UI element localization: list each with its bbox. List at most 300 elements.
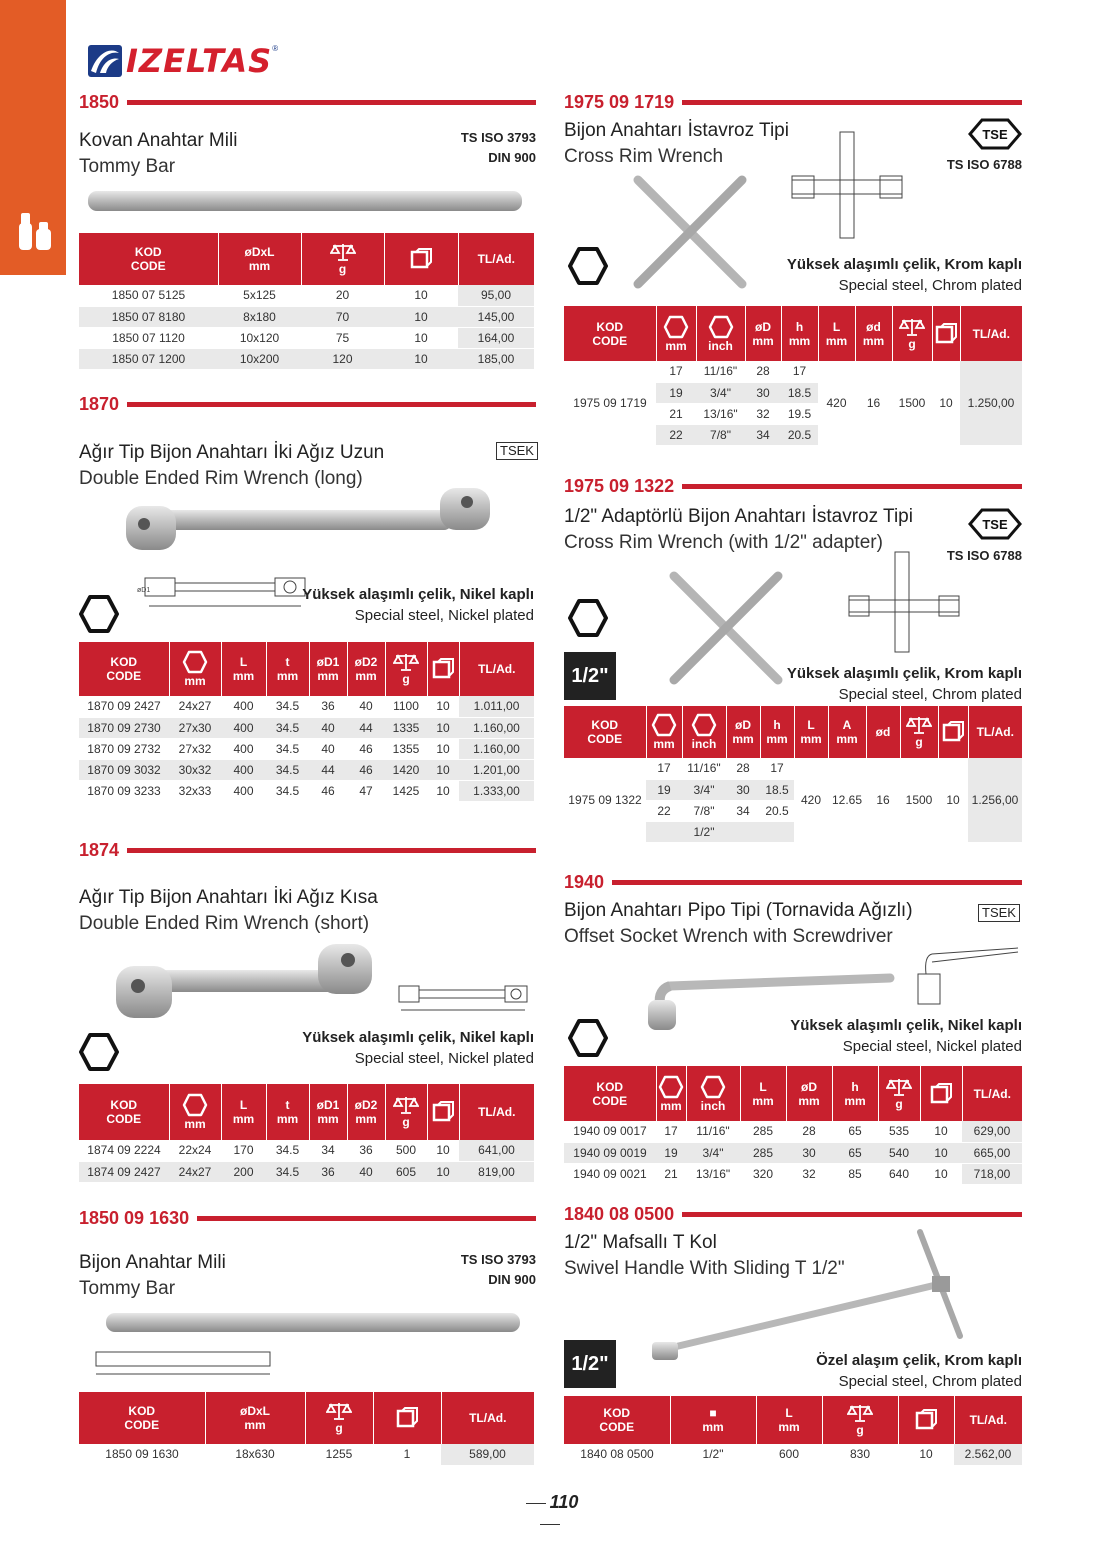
table-cell: 13/16" [696, 403, 745, 424]
table-cell: 34.5 [266, 717, 309, 738]
table-cell: 120 [301, 348, 384, 369]
table-header [221, 642, 266, 696]
section-1874-title [79, 885, 378, 937]
header-label: mm [862, 333, 885, 348]
table-cell: 34.5 [266, 696, 309, 717]
table-cell: 70 [301, 306, 384, 327]
table-cell: 34.5 [266, 1161, 309, 1182]
standard-iso: TS ISO 3793 [460, 130, 536, 145]
table-cell: 46 [347, 759, 385, 780]
header-label: g [915, 735, 923, 749]
table-cell: 1355 [385, 738, 427, 759]
header-label: mm [317, 669, 339, 683]
title-en: Tommy Bar [79, 1278, 176, 1299]
table-cell: 3/4" [686, 1142, 740, 1163]
title-en: Offset Socket Wrench with Screwdriver [564, 926, 893, 947]
table-cell: 46 [347, 738, 385, 759]
table-row [564, 758, 1022, 779]
cross-wrench-image [630, 172, 750, 292]
table-cell: 75 [301, 327, 384, 348]
section-rule [127, 402, 536, 407]
header-label: mm [248, 259, 271, 273]
table-18400500 [564, 1396, 1022, 1466]
header-label: g [402, 1115, 410, 1129]
box-icon [432, 1101, 454, 1123]
table-row [564, 361, 1022, 382]
table-row [564, 1163, 1022, 1184]
material-18400500 [780, 1350, 1022, 1392]
section-code: 1975 09 1322 [564, 475, 675, 496]
table-header [954, 1396, 1022, 1444]
half-inch-badge: 1/2" [564, 652, 616, 700]
table-header [878, 1066, 920, 1121]
table-cell: 1425 [385, 780, 427, 801]
table-cell: 1850 09 1630 [79, 1444, 205, 1465]
brand-name: IZELTAS [126, 42, 273, 80]
table-row [79, 717, 534, 738]
hex-socket-icon [568, 598, 608, 638]
header-label: mm [317, 1112, 339, 1126]
table-cell: 10 [427, 717, 459, 738]
header-label: mm [665, 338, 687, 353]
header-label: TL/Ad. [973, 1086, 1011, 1101]
table-cell: 600 [756, 1444, 822, 1465]
table-cell: 10 [384, 285, 458, 306]
header-icon [847, 1403, 873, 1423]
header-label: CODE [106, 669, 142, 683]
table-cell: 22x24 [169, 1140, 221, 1161]
table-row [79, 696, 534, 717]
section-1870-title [79, 440, 384, 492]
section-code: 1850 [79, 91, 120, 112]
standards [440, 1250, 536, 1290]
section-rule [682, 484, 1022, 489]
table-cell: 1.256,00 [968, 758, 1022, 842]
table-header [920, 1066, 962, 1121]
table-cell: 11/16" [686, 1121, 740, 1142]
section-19751322-header [564, 476, 1022, 496]
scale-icon [393, 1095, 419, 1115]
header-icon [942, 721, 964, 743]
table-cell: 7/8" [682, 800, 726, 821]
table-cell: 1.011,00 [459, 696, 534, 717]
table-header [686, 1066, 740, 1121]
table-cell: 185,00 [458, 348, 534, 369]
standard: TS ISO 6788 [946, 548, 1022, 563]
table-cell: 1870 09 2732 [79, 738, 169, 759]
header-label: mm [355, 669, 377, 683]
box-icon [396, 1407, 418, 1429]
section-1850-title [79, 128, 237, 180]
section-rule [682, 100, 1022, 105]
table-cell [726, 821, 760, 842]
category-tab [0, 0, 66, 275]
title-tr: 1/2" Mafsallı T Kol [564, 1232, 717, 1253]
table-header [960, 306, 1022, 361]
table-header [938, 706, 968, 758]
tommy-bar-image [88, 188, 523, 214]
sliding-t-handle-image [640, 1226, 970, 1366]
table-header [564, 1066, 656, 1121]
table-header [818, 306, 855, 361]
table-cell: 1850 07 5125 [79, 285, 218, 306]
header-label: CODE [587, 732, 623, 746]
table-cell: 1.201,00 [459, 759, 534, 780]
svg-text:øD1: øD1 [137, 587, 151, 594]
brand-mark-icon [88, 45, 122, 77]
table-cell: 400 [221, 717, 266, 738]
header-label: mm [778, 1420, 800, 1434]
table-cell: 8x180 [218, 306, 301, 327]
table-cell: 3/4" [682, 779, 726, 800]
header-label: TL/Ad. [969, 1413, 1007, 1427]
th-box [384, 233, 458, 285]
table-19751719 [564, 306, 1022, 446]
table-cell [646, 821, 682, 842]
title-en: Swivel Handle With Sliding T 1/2" [564, 1258, 845, 1279]
table-header [347, 642, 385, 696]
section-rule [127, 848, 536, 853]
header-label: øDxL [244, 245, 275, 259]
header-label: mm [825, 333, 848, 348]
hex-socket-icon [568, 1018, 608, 1058]
tommy-bar-long-image [106, 1310, 522, 1336]
section-code: 1940 [564, 871, 605, 892]
table-row [564, 1121, 1022, 1142]
table-cell: 420 [818, 361, 855, 445]
standard-din: DIN 900 [488, 150, 536, 165]
table-header [786, 1066, 832, 1121]
title-tr: Ağır Tip Bijon Anahtarı İki Ağız Kısa [79, 887, 378, 908]
header-label: g [402, 672, 410, 686]
header-label: mm [752, 333, 774, 348]
table-cell: 20.5 [760, 800, 794, 821]
header-icon [906, 715, 932, 735]
table-cell: 12.65 [828, 758, 866, 842]
table-cell: 11/16" [696, 361, 745, 382]
header-label: TL/Ad. [972, 326, 1010, 341]
section-1940-header [564, 872, 1022, 892]
material-tr: Özel alaşım çelik, Krom kaplı [816, 1352, 1022, 1369]
header-label: L [239, 1098, 248, 1112]
header-label: g [856, 1423, 864, 1437]
table-cell: 830 [822, 1444, 898, 1465]
table-cell: 32x33 [169, 780, 221, 801]
table-cell: 5x125 [218, 285, 301, 306]
table-cell: 1420 [385, 759, 427, 780]
header-label: mm [276, 669, 299, 683]
header-label: mm [732, 732, 754, 746]
header-label: TL/Ad. [478, 662, 516, 676]
table-cell: 2.562,00 [954, 1444, 1022, 1465]
table-row [79, 306, 534, 327]
header-label: KOD [110, 655, 138, 669]
table-cell: 17 [656, 1121, 686, 1142]
header-label: t [285, 1098, 290, 1112]
table-header [169, 1084, 221, 1140]
table-cell: 718,00 [962, 1163, 1022, 1184]
table-cell: 535 [878, 1121, 920, 1142]
table-cell: 47 [347, 780, 385, 801]
header-label: KOD [591, 718, 619, 732]
title-tr: Bijon Anahtarı Pipo Tipi (Tornavida Ağızlı) [564, 900, 913, 921]
header-label: øD2 [354, 1098, 378, 1112]
table-header [740, 1066, 786, 1121]
table-cell: 819,00 [459, 1161, 534, 1182]
table-header [656, 306, 696, 361]
header-label: mm [184, 674, 206, 688]
table-cell: 1940 09 0017 [564, 1121, 656, 1142]
header-label: mm [800, 732, 822, 746]
table-cell: 40 [309, 738, 347, 759]
table-cell: 24x27 [169, 696, 221, 717]
header-label: ød [875, 725, 891, 739]
table-cell: 164,00 [458, 327, 534, 348]
standard-din: DIN 900 [488, 1272, 536, 1287]
material-tr: Yüksek alaşımlı çelik, Nikel kaplı [302, 1029, 534, 1046]
header-icon [899, 317, 925, 337]
short-rim-wrench-image [112, 940, 374, 1024]
table-row [79, 780, 534, 801]
table-cell: 10 [427, 696, 459, 717]
table-cell: 10 [938, 758, 968, 842]
table-cell: 1975 09 1719 [564, 361, 656, 445]
header-label: KOD [603, 1406, 631, 1420]
tse-logo-icon [968, 508, 1022, 540]
table-cell: 20.5 [781, 424, 818, 445]
table-cell: 44 [347, 717, 385, 738]
table-cell: 1255 [305, 1444, 373, 1465]
table-header [726, 706, 760, 758]
table-cell: 10 [427, 1140, 459, 1161]
header-label: h [851, 1079, 859, 1094]
standard: TS ISO 6788 [946, 157, 1022, 172]
header-icon [691, 713, 717, 737]
table-cell: 22 [646, 800, 682, 821]
header-icon [700, 1075, 726, 1099]
table-cell: 40 [309, 717, 347, 738]
table-cell: 10 [384, 306, 458, 327]
header-label: mm [844, 1093, 866, 1108]
material-1874 [300, 1027, 534, 1069]
table-cell: 320 [740, 1163, 786, 1184]
header-label: L [759, 1079, 767, 1094]
section-1870-header [79, 394, 536, 414]
header-label: øD [755, 319, 771, 334]
table-cell: 170 [221, 1140, 266, 1161]
table-cell: 1850 07 1120 [79, 327, 218, 348]
header-label: mm [232, 1112, 255, 1126]
th-dxl [218, 233, 301, 285]
header-label: mm [184, 1117, 206, 1131]
header-label: L [807, 718, 815, 732]
table-cell: 34.5 [266, 759, 309, 780]
scale-icon [393, 652, 419, 672]
section-1850-header [79, 92, 536, 112]
table-header [892, 306, 932, 361]
table-cell: 641,00 [459, 1140, 534, 1161]
th-code [79, 233, 218, 285]
table-cell: 34.5 [266, 1140, 309, 1161]
table-header [898, 1396, 954, 1444]
table-cell: 285 [740, 1121, 786, 1142]
table-header [781, 306, 818, 361]
material-tr: Yüksek alaşımlı çelik, Krom kaplı [786, 256, 1022, 273]
material-en: Special steel, Nickel plated [354, 1050, 534, 1067]
material-tr: Yüksek alaşımlı çelik, Nikel kaplı [302, 586, 534, 603]
table-cell: 1.333,00 [459, 780, 534, 801]
table-row [564, 1444, 1022, 1465]
header-label: CODE [130, 259, 166, 273]
header-label: g [908, 336, 916, 351]
table-1874 [79, 1084, 534, 1183]
header-label: KOD [128, 1404, 156, 1418]
table-header [745, 306, 781, 361]
table-cell: 10x120 [218, 327, 301, 348]
material-en: Special steel, Chrom plated [838, 277, 1022, 294]
header-label: TL/Ad. [478, 1105, 516, 1119]
header-label: h [795, 319, 804, 334]
table-header [855, 306, 892, 361]
section-18501630-header [79, 1208, 536, 1228]
header-label: mm [232, 669, 255, 683]
table-cell: 16 [855, 361, 892, 445]
table-cell: 32 [786, 1163, 832, 1184]
socket-icon [18, 213, 52, 251]
material-en: Special steel, Chrom plated [838, 686, 1022, 703]
table-cell: 1975 09 1322 [564, 758, 646, 842]
header-label: mm [702, 1420, 724, 1434]
table-header [968, 706, 1022, 758]
table-cell: 605 [385, 1161, 427, 1182]
table-header [305, 1392, 373, 1444]
box-icon [432, 658, 454, 680]
table-cell: 18.5 [760, 779, 794, 800]
table-cell: 1840 08 0500 [564, 1444, 670, 1465]
table-cell: 40 [347, 696, 385, 717]
table-cell: 36 [309, 1161, 347, 1182]
header-label: mm [660, 1098, 682, 1113]
table-cell: 1850 07 8180 [79, 306, 218, 327]
header-label: inch [700, 1098, 726, 1113]
material-1940 [780, 1015, 1022, 1057]
table-cell: 10 [920, 1142, 962, 1163]
table-cell: 95,00 [458, 285, 534, 306]
header-label: mm [244, 1418, 266, 1432]
table-header [932, 306, 960, 361]
table-cell: 1870 09 2427 [79, 696, 169, 717]
section-code: 1840 08 0500 [564, 1203, 675, 1224]
offset-wrench-drawing [912, 944, 1022, 1008]
title-tr: 1/2" Adaptörlü Bijon Anahtarı İstavroz Tipi [564, 506, 913, 527]
table-cell: 20 [301, 285, 384, 306]
title-tr: Ağır Tip Bijon Anahtarı İki Ağız Uzun [79, 442, 385, 463]
brand-reg: ® [272, 44, 279, 53]
th-weight [301, 233, 384, 285]
section-1940-title [564, 898, 913, 950]
header-label: mm [836, 732, 858, 746]
table-cell: 629,00 [962, 1121, 1022, 1142]
table-header [682, 706, 726, 758]
table-cell: 10 [427, 738, 459, 759]
header-icon [708, 315, 734, 339]
table-cell: 11/16" [682, 758, 726, 779]
table-cell: 34 [309, 1140, 347, 1161]
table-header [564, 306, 656, 361]
header-label: ød [866, 319, 881, 334]
table-cell: 1/2" [670, 1444, 756, 1465]
table-header [828, 706, 866, 758]
header-label: øD1 [316, 1098, 340, 1112]
table-cell: 28 [726, 758, 760, 779]
table-cell: 1870 09 3233 [79, 780, 169, 801]
section-rule [197, 1216, 536, 1221]
half-inch-badge: 1/2" [564, 1340, 616, 1388]
table-cell: 22 [656, 424, 696, 445]
section-1874-header [79, 840, 536, 860]
hex-icon [182, 1093, 208, 1117]
table-row [564, 1142, 1022, 1163]
table-cell: 19 [646, 779, 682, 800]
table-cell: 1100 [385, 696, 427, 717]
section-code: 1874 [79, 839, 120, 860]
table-header [656, 1066, 686, 1121]
table-cell: 17 [646, 758, 682, 779]
page-number: 110 [514, 1492, 586, 1534]
table-cell: 10 [427, 1161, 459, 1182]
box-icon [410, 248, 432, 270]
tommy-bar-drawing [92, 1348, 277, 1382]
material-19751719 [780, 254, 1022, 296]
table-header [900, 706, 938, 758]
table-cell: 589,00 [441, 1444, 534, 1465]
table-1870 [79, 642, 534, 802]
tse-text: TSE [982, 127, 1008, 142]
table-row [79, 1161, 534, 1182]
table-cell: 85 [832, 1163, 878, 1184]
table-cell: 10 [427, 780, 459, 801]
header-label: A [842, 718, 852, 732]
header-label: L [785, 1406, 793, 1420]
table-cell: 10 [384, 327, 458, 348]
table-cell: 1870 09 3032 [79, 759, 169, 780]
table-19751322 [564, 706, 1022, 843]
table-cell: 19.5 [781, 403, 818, 424]
table-row [79, 327, 534, 348]
section-code: 1975 09 1719 [564, 91, 675, 112]
table-header [309, 642, 347, 696]
header-label: mm [355, 1112, 377, 1126]
title-tr: Bijon Anahtar Mili [79, 1252, 226, 1273]
table-cell: 285 [740, 1142, 786, 1163]
table-header [385, 1084, 427, 1140]
table-cell: 28 [786, 1121, 832, 1142]
tsek-badge: TSEK [496, 442, 538, 460]
tse-logo-icon [968, 118, 1022, 150]
table-cell: 17 [781, 361, 818, 382]
standard-iso: TS ISO 3793 [460, 1252, 536, 1267]
table-cell: 1.160,00 [459, 717, 534, 738]
table-cell: 1940 09 0019 [564, 1142, 656, 1163]
section-18400500-header [564, 1204, 1022, 1224]
th-price [458, 233, 534, 285]
header-label: KOD [110, 1098, 138, 1112]
table-header [79, 642, 169, 696]
table-cell: 1.160,00 [459, 738, 534, 759]
table-header [670, 1396, 756, 1444]
header-icon [658, 1075, 684, 1099]
table-cell: 34 [726, 800, 760, 821]
